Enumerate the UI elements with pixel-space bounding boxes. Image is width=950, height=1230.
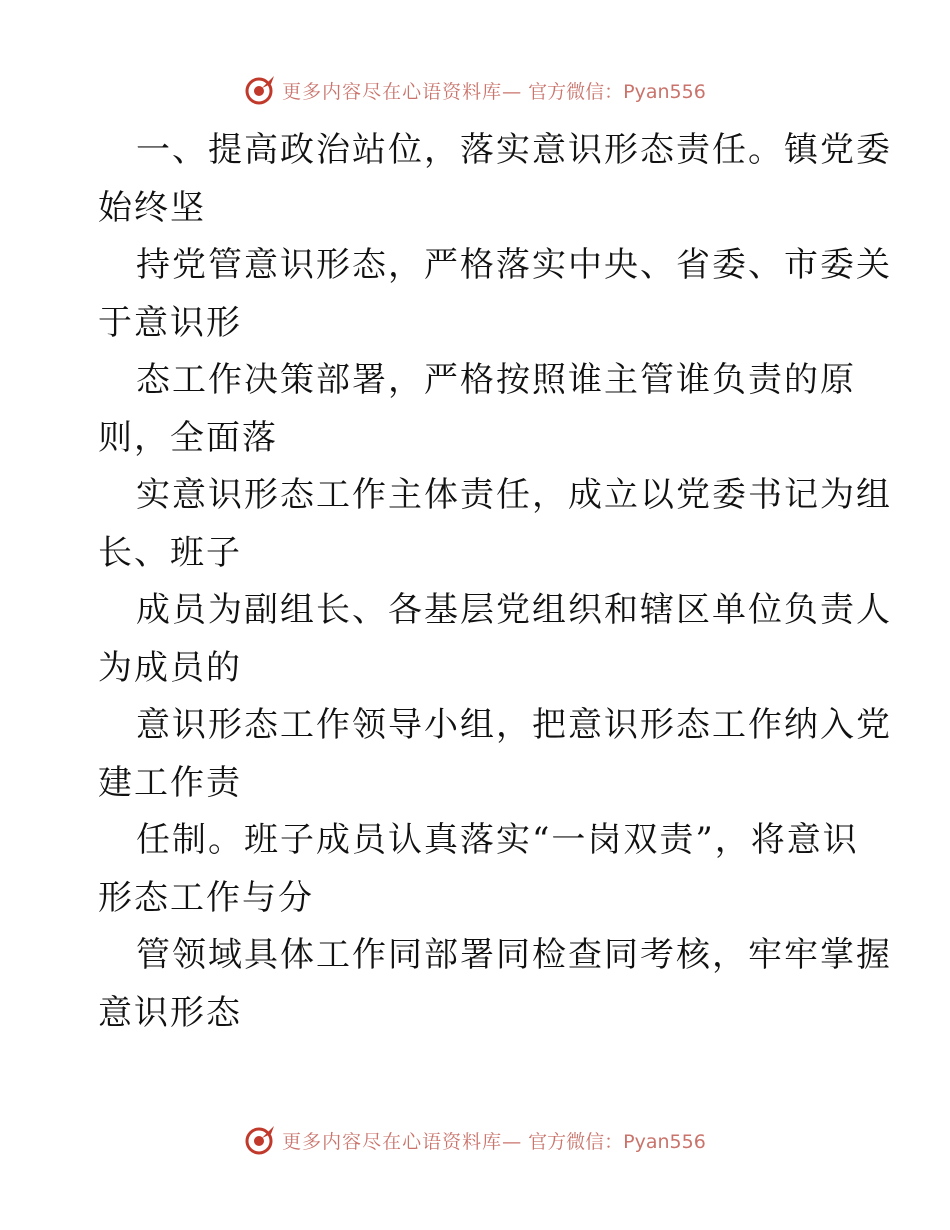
paragraph-line: 则，全面落: [98, 417, 278, 458]
paragraph-5: [98, 582, 892, 697]
footer-wechat-text: 官方微信：Pyan556: [528, 1130, 706, 1153]
paragraph-line: 态工作决策部署，严格按照谁主管谁负责的原: [136, 360, 856, 400]
quill-logo-icon: [244, 1124, 276, 1156]
paragraph-line: 长、班子: [98, 532, 242, 573]
paragraph-4: [98, 467, 892, 582]
paragraph-line: 始终坚: [98, 187, 206, 228]
paragraph-2: [98, 237, 892, 352]
quill-logo-icon: [244, 74, 276, 106]
paragraph-line: 持党管意识形态，严格落实中央、省委、市委关: [136, 245, 892, 285]
paragraph-line: 于意识形: [98, 302, 242, 343]
document-body: [98, 122, 892, 1042]
paragraph-6: [98, 697, 892, 812]
paragraph-line: 意识形态: [98, 992, 242, 1033]
paragraph-line: 任制。班子成员认真落实“一岗双责”，将意识: [136, 820, 859, 860]
paragraph-line: 意识形态工作领导小组，把意识形态工作纳入党: [136, 705, 892, 745]
paragraph-line: 为成员的: [98, 647, 242, 688]
paragraph-line: 建工作责: [98, 762, 242, 803]
footer-brand-text: 更多内容尽在心语资料库—: [282, 1130, 523, 1153]
paragraph-8: [98, 927, 892, 1042]
paragraph-1: [98, 122, 892, 237]
paragraph-line: 一、提高政治站位，落实意识形态责任。镇党委: [136, 130, 892, 170]
paragraph-3: [98, 352, 858, 467]
paragraph-line: 成员为副组长、各基层党组织和辖区单位负责人: [136, 590, 892, 630]
header-brand-text: 更多内容尽在心语资料库—: [282, 80, 523, 103]
header-watermark: [0, 70, 950, 110]
paragraph-line: 形态工作与分: [98, 877, 314, 918]
paragraph-line: 实意识形态工作主体责任，成立以党委书记为组: [136, 475, 892, 515]
paragraph-7: [98, 812, 858, 927]
footer-watermark: [0, 1120, 950, 1160]
header-wechat-text: 官方微信：Pyan556: [528, 80, 706, 103]
paragraph-line: 管领域具体工作同部署同检查同考核，牢牢掌握: [136, 935, 892, 975]
